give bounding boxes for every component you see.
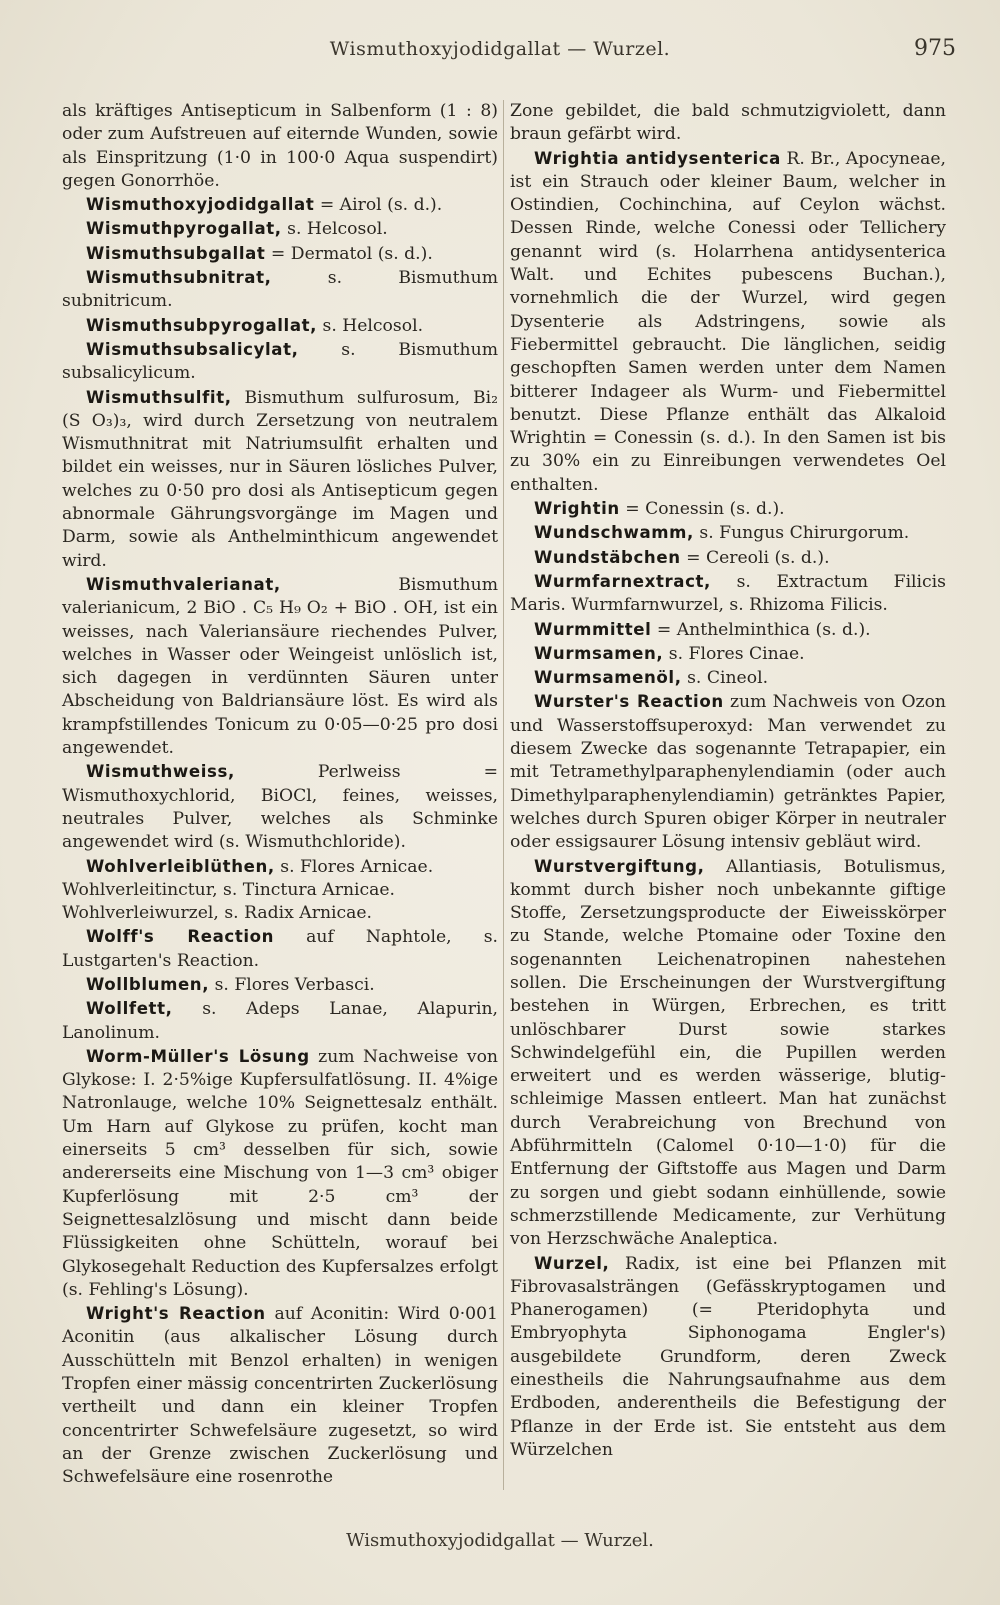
dictionary-entry [62, 573, 498, 760]
dictionary-entry [510, 666, 946, 690]
dictionary-entry [510, 1252, 946, 1463]
dictionary-entry [62, 314, 498, 338]
entry-text: Bismuthum sulfurosum, Bi₂ (S O₃)₃, wird durch Zersetzung von neutralem Wismuthnitrat mit Natriumsulfit erhalten und bildet ein weisses, nur in Säuren lösliches Pulver, welches zu 0·50 pro dosi als Antisepticum gegen abnormale Gährungsvorgänge im Magen und Darm, sowie als Anthelminthicum angewendet wird. [62, 387, 498, 571]
dictionary-entry [510, 855, 946, 1252]
dictionary-entry [510, 147, 946, 497]
dictionary-entry [62, 100, 498, 193]
entry-text: s. Bismuthum subsalicylicum. [62, 339, 498, 384]
entry-headword: Wismuthweiss, [86, 762, 235, 782]
entry-headword: Wohlverleiblüthen, [86, 856, 275, 876]
entry-text: = Airol (s. d.). [314, 195, 443, 216]
running-foot: Wismuthoxyjodidgallat — Wurzel. [346, 1530, 654, 1551]
entry-headword: Wollfett, [86, 999, 173, 1019]
right-column [510, 100, 946, 1462]
entry-text: s. Helcosol. [281, 219, 388, 240]
dictionary-entry [62, 266, 498, 314]
dictionary-entry [62, 902, 498, 925]
dictionary-entry [62, 217, 498, 241]
page-number: 975 [914, 36, 956, 61]
entry-headword: Wismuthoxyjodidgallat [86, 195, 315, 215]
entry-text: Allantiasis, Botulismus, kommt durch bisher noch unbekannte giftige Stoffe, Zersetzungsproducte der Eiweisskörper zu Stande, welche Ptomaine oder Toxine den sogenannten Leichenatropinen nahestehen sollen. Die Erscheinungen der Wurstvergiftung bestehen in Würgen, Erbrechen, es tritt unlöschbarer Durst sowie starkes Schwindelgefühl ein, die Pupillen werden erweitert und es werden wässerige, blutig-schleimige Massen entleert. Man hat zunächst durch Verabreichung von Brechund von Abführmitteln (Calomel 0·10—1·0) für die Entfernung der Giftstoffe aus Magen und Darm zu sorgen und giebt sodann einhüllende, sowie schmerzstillende Medicamente, zur Verhütung von Herzschwäche Analeptica. [510, 856, 946, 1250]
entry-headword: Wurmsamenöl, [534, 668, 682, 688]
dictionary-entry [62, 242, 498, 266]
entry-headword: Wrightia antidysenterica [534, 148, 781, 168]
dictionary-entry [510, 570, 946, 618]
entry-text: = Dermatol (s. d.). [265, 243, 433, 264]
entry-text: = Anthelminthica (s. d.). [651, 619, 871, 640]
entry-headword: Wismuthsubnitrat, [86, 268, 272, 288]
entry-text: zum Nachweise von Glykose: I. 2·5%ige Kupfersulfatlösung. II. 4%ige Natronlauge, welche 10% Seignettesalz enthält. Um Harn auf Glykose zu prüfen, kocht man einerseits 5 cm³ desselben für sich, sowie andererseits eine Mischung von 1—3 cm³ obiger Kupferlösung mit 2·5 cm³ der Seignettesalzlösung und mischt dann beide Flüssigkeiten ohne Schütteln, worauf bei Glykosegehalt Reduction des Kupfersalzes erfolgt (s. Fehling's Lösung). [62, 1046, 498, 1300]
entry-headword: Wismuthsubgallat [86, 243, 266, 263]
entry-text: Bismuthum valerianicum, 2 BiO . C₅ H₉ O₂ + BiO . OH, ist ein weisses, nach Valeriansäure riechendes Pulver, welches in Wasser oder Weingeist unlöslich ist, sich dagegen in verdünnten Säuren unter Abscheidung von Baldriansäure löst. Es wird als krampfstillendes Tonicum zu 0·05—0·25 pro dosi angewendet. [62, 574, 498, 759]
entry-text: auf Naphtole, s. Lustgarten's Reaction. [62, 927, 498, 971]
entry-text: Wohlverleiwurzel, s. Radix Arnicae. [62, 903, 373, 924]
entry-headword: Wurmmittel [534, 619, 652, 639]
entry-headword: Wismuthsubpyrogallat, [86, 315, 318, 335]
entry-headword: Wurmfarnextract, [534, 571, 711, 591]
dictionary-entry [62, 193, 498, 217]
entry-text: Zone gebildet, die bald schmutzigviolett, dann braun gefärbt wird. [510, 101, 946, 145]
entry-text: s. Fungus Chirurgorum. [693, 523, 910, 544]
entry-text: s. Helcosol. [317, 315, 424, 336]
entry-text: s. Bismuthum subnitricum. [62, 268, 498, 312]
entry-text: auf Aconitin: Wird 0·001 Aconitin (aus alkalischer Lösung durch Ausschütteln mit Benzol erhalten) in wenigen Tropfen einer mässig concentrirten Zuckerlösung vertheilt und dann ein kleiner Tropfen concentrirter Schwefelsäure zugesetzt, so wird an der Grenze zwischen Zuckerlösung und Schwefelsäure eine rosenrothe [62, 1304, 498, 1488]
entry-headword: Wismuthvalerianat, [86, 574, 281, 594]
column-divider [503, 100, 504, 1490]
entry-text: = Cereoli (s. d.). [680, 547, 830, 568]
dictionary-entry [62, 879, 498, 902]
entry-text: Wohlverleitinctur, s. Tinctura Arnicae. [62, 879, 396, 900]
entry-headword: Wundstäbchen [534, 547, 681, 567]
dictionary-entry [510, 618, 946, 642]
entry-text: s. Extractum Filicis Maris. Wurmfarnwurzel, s. Rhizoma Filicis. [510, 571, 946, 616]
dictionary-entry [62, 997, 498, 1045]
entry-text: s. Adeps Lanae, Alapurin, Lanolinum. [62, 999, 498, 1043]
dictionary-entry [62, 855, 498, 879]
entry-headword: Worm-Müller's Lösung [86, 1046, 310, 1066]
entry-headword: Wundschwamm, [534, 523, 694, 543]
entry-headword: Wright's Reaction [86, 1304, 266, 1324]
entry-headword: Wismuthpyrogallat, [86, 219, 282, 239]
entry-headword: Wrightin [534, 499, 620, 519]
dictionary-entry [510, 521, 946, 545]
entry-text: s. Cineol. [681, 668, 769, 689]
entry-text: als kräftiges Antisepticum in Salbenform (1 : 8) oder zum Aufstreuen auf eiternde Wunden, sowie als Einspritzung (1·0 in 100·0 Aqua suspendirt) gegen Gonorrhöe. [62, 101, 498, 191]
entry-headword: Wollblumen, [86, 974, 210, 994]
dictionary-entry [510, 100, 946, 147]
entry-headword: Wurstvergiftung, [534, 856, 705, 876]
entry-text: Perlweiss = Wismuthoxychlorid, BiOCl, feines, weisses, neutrales Pulver, welches als Schminke angewendet wird (s. Wismuthchloride). [62, 762, 498, 853]
dictionary-entry [62, 925, 498, 973]
entry-headword: Wolff's Reaction [86, 927, 275, 947]
dictionary-entry [510, 497, 946, 521]
entry-text: Radix, ist eine bei Pflanzen mit Fibrovasalsträngen (Gefässkryptogamen und Phanerogamen) (= Pteridophyta und Embryophyta Siphonogama Engler's) ausgebildete Grundform, deren Zweck einestheils die Nahrungsaufnahme aus dem Erdboden, anderentheils die Befestigung der Pflanze in der Erde ist. Sie entsteht aus dem Würzelchen [510, 1253, 946, 1460]
dictionary-entry [510, 642, 946, 666]
dictionary-entry [510, 546, 946, 570]
entry-text: = Conessin (s. d.). [619, 499, 785, 520]
running-head: Wismuthoxyjodidgallat — Wurzel. [329, 38, 671, 60]
entry-text: R. Br., Apocyneae, ist ein Strauch oder kleiner Baum, welcher in Ostindien, Cochinchina, auf Ceylon wächst. Dessen Rinde, welche Conessi oder Tellichery genannt wird (s. Holarrhena antidysenterica Walt. und Echites pubescens Buchan.), vornehmlich die der Wurzel, wird gegen Dysenterie als Adstringens, sowie als Fiebermittel gebraucht. Die länglichen, seidig geschopften Samen werden unter dem Namen bitterer Indageer als Wurm- und Fiebermittel benutzt. Diese Pflanze enthält das Alkaloid Wrightin = Conessin (s. d.). In den Samen ist bis zu 30% ein zu Einreibungen verwendetes Oel enthalten. [510, 148, 947, 495]
entry-headword: Wurster's Reaction [534, 692, 724, 712]
dictionary-entry [62, 973, 498, 997]
left-column [62, 100, 498, 1490]
dictionary-entry [62, 1045, 498, 1302]
dictionary-entry [510, 690, 946, 854]
dictionary-entry [62, 338, 498, 386]
entry-headword: Wurzel, [534, 1253, 610, 1273]
entry-text: s. Flores Arnicae. [274, 856, 434, 877]
entry-text: s. Flores Verbasci. [209, 974, 375, 995]
entry-headword: Wismuthsulfit, [86, 387, 232, 407]
entry-text: s. Flores Cinae. [663, 643, 805, 664]
dictionary-entry [62, 386, 498, 573]
entry-headword: Wismuthsubsalicylat, [86, 339, 299, 359]
dictionary-entry [62, 760, 498, 854]
dictionary-entry [62, 1302, 498, 1489]
entry-headword: Wurmsamen, [534, 643, 664, 663]
entry-text: zum Nachweis von Ozon und Wasserstoffsuperoxyd: Man verwendet zu diesem Zwecke das sogenannte Tetrapapier, ein mit Tetramethylparaphenylendiamin (oder auch Dimethylparaphenylendiamin) getränktes Papier, welches durch Spuren obiger Körper in neutraler oder essigsaurer Lösung intensiv gebläut wird. [510, 692, 947, 853]
